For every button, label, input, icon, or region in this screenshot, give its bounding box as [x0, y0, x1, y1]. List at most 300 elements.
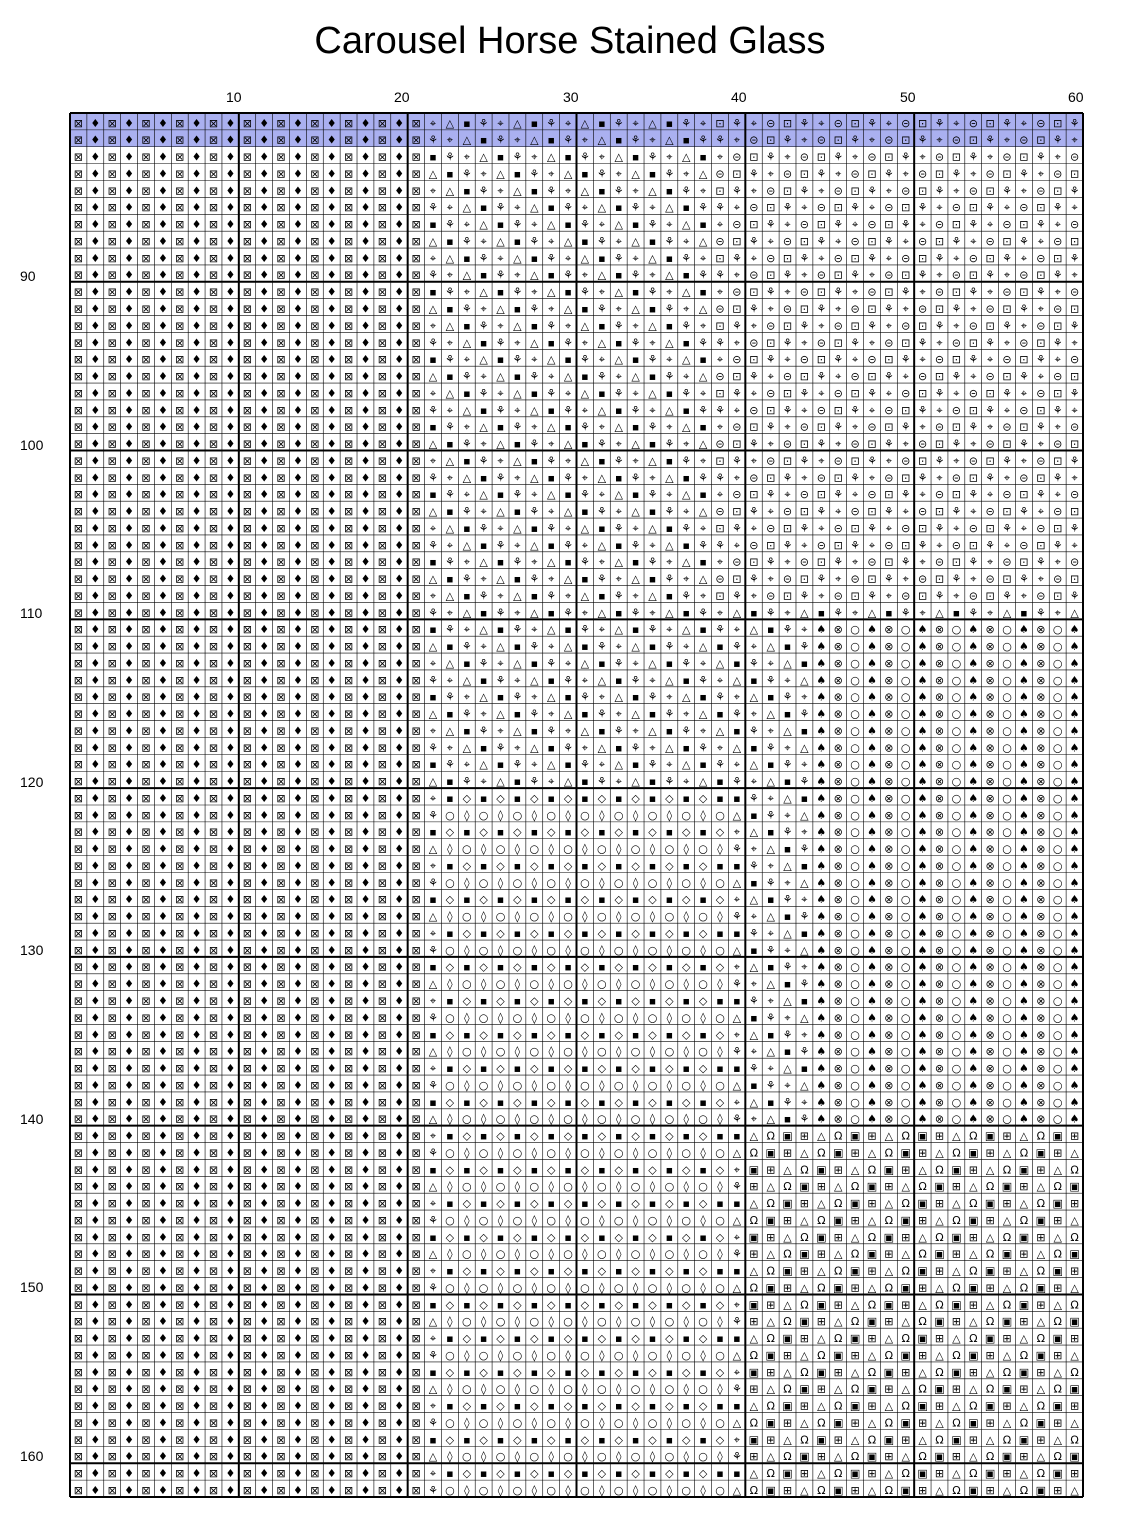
stitch-symbol: ▪	[514, 792, 521, 805]
stitch-symbol: △	[766, 1248, 775, 1261]
stitch-symbol: ○	[462, 1383, 472, 1396]
stitch-symbol: △	[463, 539, 472, 552]
stitch-symbol: ◊	[667, 809, 673, 822]
stitch-symbol: Ω	[935, 1433, 943, 1446]
stitch-symbol: ⊠	[74, 286, 83, 299]
stitch-symbol: ⊠	[74, 488, 83, 501]
stitch-symbol: ▪	[514, 370, 521, 383]
stitch-symbol: ⊡	[732, 438, 741, 451]
stitch-symbol: ⊠	[411, 927, 420, 940]
stitch-symbol: ♦	[225, 252, 235, 265]
stitch-symbol: ◊	[667, 876, 673, 889]
stitch-symbol: ♦	[192, 117, 202, 130]
stitch-symbol: ♠	[816, 843, 826, 856]
stitch-symbol: ▪	[598, 387, 605, 400]
stitch-symbol: ◊	[565, 1011, 571, 1024]
stitch-symbol: ⊠	[175, 1349, 184, 1362]
stitch-symbol: ▪	[598, 1433, 605, 1446]
stitch-symbol: △	[564, 303, 573, 316]
stitch-symbol: ♦	[293, 995, 303, 1008]
stitch-symbol: ▪	[666, 454, 673, 467]
stitch-symbol: ♦	[327, 1248, 337, 1261]
stitch-symbol: ⊠	[344, 961, 353, 974]
stitch-symbol: ⊠	[141, 792, 150, 805]
stitch-symbol: ▪	[615, 1265, 622, 1278]
stitch-symbol: ○	[445, 1214, 455, 1227]
stitch-symbol: ♦	[225, 319, 235, 332]
stitch-symbol: ♦	[293, 151, 303, 164]
stitch-symbol: ⌖	[666, 488, 672, 501]
stitch-symbol: ♦	[394, 724, 404, 737]
stitch-symbol: ⊠	[141, 168, 150, 181]
stitch-symbol: ⊞	[1053, 1416, 1062, 1429]
stitch-symbol: ♠	[918, 1096, 928, 1109]
stitch-symbol: ♦	[124, 269, 134, 282]
stitch-symbol: △	[429, 1315, 438, 1328]
stitch-symbol: ♦	[225, 1315, 235, 1328]
stitch-symbol: ⌖	[1038, 168, 1044, 181]
stitch-symbol: Ω	[952, 1214, 960, 1227]
stitch-symbol: ⊠	[243, 1045, 252, 1058]
stitch-symbol: ⌖	[987, 218, 993, 231]
stitch-symbol: ▪	[666, 184, 673, 197]
stitch-symbol: ⌖	[548, 438, 554, 451]
stitch-symbol: ♦	[327, 792, 337, 805]
stitch-symbol: ⌖	[751, 775, 757, 788]
stitch-symbol: ▣	[884, 1298, 894, 1311]
stitch-symbol: ⌖	[582, 674, 588, 687]
stitch-symbol: ⌖	[430, 1062, 436, 1075]
stitch-symbol: ⊠	[74, 623, 83, 636]
stitch-symbol: ⊠	[175, 117, 184, 130]
stitch-symbol: ⊠	[175, 168, 184, 181]
stitch-symbol: ⊠	[108, 809, 117, 822]
stitch-symbol: ▪	[531, 252, 538, 265]
stitch-symbol: ○	[901, 910, 911, 923]
stitch-symbol: ♦	[90, 1433, 100, 1446]
stitch-symbol: ⊠	[141, 927, 150, 940]
stitch-symbol: ⌖	[1004, 471, 1010, 484]
stitch-symbol: ▪	[750, 674, 757, 687]
stitch-symbol: ○	[1053, 741, 1063, 754]
stitch-symbol: ♦	[259, 944, 269, 957]
stitch-symbol: ⚘	[732, 1383, 742, 1396]
stitch-symbol: ◇	[699, 1062, 708, 1075]
stitch-symbol: ○	[1053, 640, 1063, 653]
stitch-symbol: ⊡	[867, 370, 876, 383]
stitch-symbol: △	[479, 758, 488, 771]
stitch-symbol: ◇	[564, 927, 573, 940]
stitch-symbol: △	[935, 1146, 944, 1159]
stitch-symbol: ◊	[532, 1281, 538, 1294]
stitch-symbol: ⊝	[1002, 421, 1011, 434]
stitch-symbol: ⊠	[141, 353, 150, 366]
stitch-symbol: ◊	[599, 809, 605, 822]
stitch-symbol: ⊠	[209, 1416, 218, 1429]
stitch-symbol: ⊠	[310, 252, 319, 265]
stitch-symbol: ⌖	[886, 387, 892, 400]
stitch-symbol: ○	[445, 1416, 455, 1429]
stitch-symbol: ⌖	[632, 184, 638, 197]
stitch-symbol: ▪	[632, 1231, 639, 1244]
stitch-symbol: ◊	[683, 978, 689, 991]
stitch-symbol: ⊝	[935, 151, 944, 164]
stitch-symbol: ⌖	[784, 421, 790, 434]
stitch-symbol: ♦	[361, 1096, 371, 1109]
stitch-symbol: ⊠	[411, 1028, 420, 1041]
stitch-symbol: ◇	[530, 995, 539, 1008]
stitch-symbol: △	[547, 353, 556, 366]
stitch-symbol: ⊠	[310, 1315, 319, 1328]
stitch-symbol: ⊗	[884, 1113, 893, 1126]
stitch-symbol: ⊠	[209, 1383, 218, 1396]
stitch-symbol: ⊠	[175, 184, 184, 197]
stitch-symbol: ⊠	[243, 758, 252, 771]
stitch-symbol: ⌖	[616, 505, 622, 518]
stitch-symbol: ♠	[867, 1011, 877, 1024]
stitch-symbol: ◇	[479, 826, 488, 839]
stitch-symbol: ◊	[700, 944, 706, 957]
stitch-symbol: △	[918, 1163, 927, 1176]
stitch-symbol: △	[429, 1180, 438, 1193]
stitch-symbol: ♠	[1070, 1096, 1080, 1109]
stitch-symbol: ⊠	[344, 151, 353, 164]
stitch-symbol: ⊝	[1070, 218, 1079, 231]
stitch-symbol: △	[429, 843, 438, 856]
stitch-symbol: ⊗	[884, 1028, 893, 1041]
stitch-symbol: ⊠	[209, 623, 218, 636]
stitch-symbol: ⊗	[884, 995, 893, 1008]
stitch-symbol: ⊗	[834, 1011, 843, 1024]
stitch-symbol: ⚘	[766, 741, 776, 754]
stitch-symbol: ♠	[1070, 860, 1080, 873]
stitch-symbol: ♦	[124, 606, 134, 619]
stitch-symbol: ⊡	[766, 539, 775, 552]
stitch-symbol: ○	[513, 809, 523, 822]
stitch-symbol: ⊞	[918, 1146, 927, 1159]
stitch-symbol: ▪	[531, 961, 538, 974]
stitch-symbol: ⊝	[834, 522, 843, 535]
stitch-symbol: ⌖	[632, 589, 638, 602]
stitch-symbol: △	[733, 1416, 742, 1429]
stitch-symbol: ♦	[192, 1197, 202, 1210]
stitch-symbol: ♦	[327, 353, 337, 366]
stitch-symbol: Ω	[834, 1400, 842, 1413]
stitch-symbol: ◊	[633, 1484, 639, 1497]
stitch-symbol: ⚘	[968, 286, 978, 299]
stitch-symbol: Ω	[868, 1366, 876, 1379]
stitch-symbol: ♦	[124, 809, 134, 822]
stitch-symbol: ○	[901, 995, 911, 1008]
stitch-symbol: ♦	[361, 1433, 371, 1446]
stitch-symbol: ⚘	[698, 471, 708, 484]
stitch-symbol: ⊡	[850, 117, 859, 130]
stitch-symbol: △	[648, 184, 657, 197]
stitch-symbol: ⚘	[766, 488, 776, 501]
stitch-symbol: ⊗	[884, 978, 893, 991]
stitch-symbol: ⊠	[243, 893, 252, 906]
stitch-symbol: ♦	[394, 1416, 404, 1429]
stitch-symbol: ⚘	[496, 404, 506, 417]
stitch-symbol: △	[800, 1349, 809, 1362]
stitch-symbol: ♦	[293, 286, 303, 299]
stitch-symbol: Ω	[834, 1332, 842, 1345]
stitch-symbol: ♦	[394, 589, 404, 602]
stitch-symbol: ⌖	[987, 488, 993, 501]
stitch-symbol: ⊡	[834, 471, 843, 484]
stitch-symbol: ⊠	[108, 1281, 117, 1294]
stitch-symbol: ⊠	[108, 724, 117, 737]
stitch-symbol: △	[513, 657, 522, 670]
stitch-symbol: ▪	[666, 589, 673, 602]
stitch-symbol: ⊝	[800, 218, 809, 231]
stitch-symbol: ⊠	[310, 168, 319, 181]
stitch-symbol: Ω	[851, 1315, 859, 1328]
stitch-symbol: ⊠	[108, 269, 117, 282]
stitch-symbol: ⊝	[884, 201, 893, 214]
stitch-symbol: ⊠	[276, 353, 285, 366]
stitch-symbol: ⌖	[936, 201, 942, 214]
stitch-symbol: ○	[614, 1011, 624, 1024]
stitch-symbol: ⚘	[681, 184, 691, 197]
stitch-symbol: ⊝	[732, 421, 741, 434]
stitch-symbol: ⚘	[462, 168, 472, 181]
stitch-symbol: ⊠	[344, 775, 353, 788]
stitch-symbol: ◇	[479, 1231, 488, 1244]
stitch-symbol: △	[648, 657, 657, 670]
stitch-symbol: ⊠	[74, 134, 83, 147]
stitch-symbol: ⌖	[497, 454, 503, 467]
stitch-symbol: ▪	[733, 995, 740, 1008]
stitch-symbol: △	[429, 910, 438, 923]
stitch-symbol: ♦	[361, 1045, 371, 1058]
stitch-symbol: ⊠	[243, 995, 252, 1008]
stitch-symbol: ○	[952, 944, 962, 957]
stitch-symbol: ⚘	[799, 252, 809, 265]
stitch-symbol: △	[851, 1298, 860, 1311]
stitch-symbol: ♦	[361, 1130, 371, 1143]
stitch-symbol: ⊡	[1070, 303, 1079, 316]
stitch-symbol: ♦	[124, 961, 134, 974]
stitch-symbol: ⚘	[664, 438, 674, 451]
stitch-symbol: Ω	[1037, 1265, 1045, 1278]
stitch-symbol: ⌖	[430, 792, 436, 805]
stitch-symbol: ♠	[1070, 927, 1080, 940]
stitch-symbol: ◊	[667, 1281, 673, 1294]
stitch-symbol: ⌖	[548, 168, 554, 181]
stitch-symbol: ○	[952, 927, 962, 940]
stitch-symbol: ○	[1053, 623, 1063, 636]
stitch-symbol: ⊝	[850, 168, 859, 181]
stitch-symbol: ⚘	[732, 1113, 742, 1126]
stitch-symbol: ◇	[496, 860, 505, 873]
stitch-symbol: ⌖	[886, 184, 892, 197]
stitch-symbol: ▪	[615, 995, 622, 1008]
stitch-symbol: ◇	[581, 1366, 590, 1379]
stitch-symbol: ⊠	[209, 893, 218, 906]
stitch-symbol: ⊝	[1053, 235, 1062, 248]
stitch-symbol: ♦	[124, 488, 134, 501]
stitch-symbol: ♦	[259, 1349, 269, 1362]
stitch-symbol: ▪	[497, 151, 504, 164]
stitch-symbol: ⊠	[243, 1163, 252, 1176]
stitch-symbol: ⊠	[378, 1197, 387, 1210]
stitch-symbol: ▪	[547, 134, 554, 147]
stitch-symbol: ⚘	[698, 404, 708, 417]
stitch-symbol: △	[952, 1467, 961, 1480]
stitch-symbol: ♦	[225, 438, 235, 451]
stitch-symbol: ⚘	[951, 438, 961, 451]
stitch-symbol: ⚘	[799, 775, 809, 788]
stitch-symbol: Ω	[969, 1197, 977, 1210]
stitch-symbol: ⌖	[565, 252, 571, 265]
stitch-symbol: ♦	[327, 1197, 337, 1210]
stitch-symbol: ♦	[158, 184, 168, 197]
stitch-symbol: ♦	[90, 1062, 100, 1075]
stitch-symbol: ♦	[90, 691, 100, 704]
stitch-symbol: ⊠	[276, 589, 285, 602]
stitch-symbol: ⌖	[936, 336, 942, 349]
stitch-symbol: ⊠	[310, 117, 319, 130]
stitch-symbol: ♦	[293, 724, 303, 737]
stitch-symbol: ⊠	[378, 1298, 387, 1311]
stitch-symbol: ⚘	[563, 336, 573, 349]
stitch-symbol: ⊡	[1019, 556, 1028, 569]
stitch-symbol: ○	[479, 1079, 489, 1092]
stitch-symbol: ▪	[514, 775, 521, 788]
stitch-symbol: ♦	[158, 1062, 168, 1075]
stitch-symbol: ⊠	[209, 1315, 218, 1328]
stitch-symbol: ♦	[192, 387, 202, 400]
stitch-symbol: ⊞	[935, 1197, 944, 1210]
stitch-symbol: ⊠	[411, 1383, 420, 1396]
stitch-symbol: ⊠	[209, 657, 218, 670]
stitch-symbol: ⊗	[985, 657, 994, 670]
stitch-symbol: ▣	[816, 1366, 826, 1379]
stitch-symbol: ◊	[464, 876, 470, 889]
stitch-symbol: ♦	[327, 387, 337, 400]
stitch-symbol: ▪	[733, 657, 740, 670]
stitch-symbol: ⚘	[749, 995, 759, 1008]
stitch-symbol: ○	[850, 826, 860, 839]
stitch-symbol: ○	[1053, 978, 1063, 991]
stitch-symbol: ⊞	[985, 1146, 994, 1159]
stitch-symbol: ◊	[565, 1146, 571, 1159]
stitch-symbol: ⊡	[834, 539, 843, 552]
stitch-symbol: ⚘	[462, 303, 472, 316]
stitch-symbol: ♦	[124, 336, 134, 349]
stitch-symbol: ⊠	[74, 1113, 83, 1126]
stitch-symbol: ⌖	[751, 589, 757, 602]
stitch-symbol: ○	[462, 910, 472, 923]
stitch-symbol: ♦	[259, 927, 269, 940]
stitch-symbol: ○	[681, 1146, 691, 1159]
stitch-symbol: ♦	[225, 421, 235, 434]
stitch-symbol: Ω	[986, 1383, 994, 1396]
stitch-symbol: ▪	[564, 353, 571, 366]
stitch-symbol: ○	[665, 978, 675, 991]
stitch-symbol: △	[800, 1214, 809, 1227]
stitch-symbol: ⊝	[969, 319, 978, 332]
stitch-symbol: ⊠	[108, 1163, 117, 1176]
stitch-symbol: ▪	[446, 1400, 453, 1413]
stitch-symbol: ▪	[632, 286, 639, 299]
stitch-symbol: ♦	[394, 876, 404, 889]
stitch-symbol: ◇	[598, 1062, 607, 1075]
stitch-symbol: ⊠	[310, 573, 319, 586]
stitch-symbol: ♦	[124, 1349, 134, 1362]
stitch-symbol: △	[935, 606, 944, 619]
stitch-symbol: ⊠	[243, 117, 252, 130]
stitch-symbol: ▪	[531, 657, 538, 670]
stitch-symbol: ⌖	[700, 724, 706, 737]
stitch-symbol: ⊡	[867, 303, 876, 316]
stitch-symbol: ○	[648, 1281, 658, 1294]
stitch-symbol: ▪	[632, 556, 639, 569]
stitch-symbol: ○	[1002, 792, 1012, 805]
stitch-symbol: ⌖	[1021, 319, 1027, 332]
stitch-symbol: ⊠	[344, 353, 353, 366]
stitch-symbol: ⊞	[749, 1315, 758, 1328]
stitch-symbol: ⚘	[1002, 319, 1012, 332]
stitch-symbol: ⚘	[884, 505, 894, 518]
stitch-symbol: ○	[614, 1146, 624, 1159]
stitch-symbol: ○	[715, 1079, 725, 1092]
stitch-symbol: ⊠	[378, 235, 387, 248]
stitch-symbol: ⌖	[835, 303, 841, 316]
stitch-symbol: ○	[1002, 657, 1012, 670]
stitch-symbol: ♦	[225, 1146, 235, 1159]
stitch-symbol: ▪	[716, 995, 723, 1008]
stitch-symbol: ⌖	[480, 168, 486, 181]
stitch-symbol: ⌖	[430, 724, 436, 737]
stitch-symbol: ⌖	[784, 1011, 790, 1024]
stitch-symbol: ♦	[225, 471, 235, 484]
stitch-symbol: ◇	[547, 1298, 556, 1311]
stitch-symbol: ○	[597, 910, 607, 923]
stitch-symbol: ♦	[327, 184, 337, 197]
stitch-symbol: ♠	[968, 961, 978, 974]
stitch-symbol: ◇	[699, 1265, 708, 1278]
stitch-symbol: ▪	[581, 370, 588, 383]
stitch-symbol: ⚘	[850, 471, 860, 484]
stitch-symbol: ◇	[479, 1096, 488, 1109]
stitch-symbol: ♠	[1070, 876, 1080, 889]
stitch-symbol: ⚘	[479, 522, 489, 535]
stitch-symbol: ♦	[259, 1416, 269, 1429]
stitch-symbol: ⌖	[818, 117, 824, 130]
stitch-symbol: ⊠	[276, 1197, 285, 1210]
stitch-symbol: ⊠	[276, 235, 285, 248]
stitch-symbol: ⌖	[734, 1366, 740, 1379]
stitch-symbol: △	[429, 235, 438, 248]
stitch-symbol: ⊠	[378, 438, 387, 451]
stitch-symbol: ⊗	[985, 724, 994, 737]
stitch-symbol: ⚘	[850, 539, 860, 552]
stitch-symbol: ◇	[530, 1265, 539, 1278]
stitch-symbol: ⌖	[649, 336, 655, 349]
stitch-symbol: ○	[597, 1450, 607, 1463]
stitch-symbol: ⊠	[74, 978, 83, 991]
stitch-symbol: ♦	[192, 1130, 202, 1143]
stitch-symbol: ▪	[514, 438, 521, 451]
stitch-symbol: ▣	[1069, 1450, 1079, 1463]
stitch-symbol: ▪	[547, 1265, 554, 1278]
stitch-symbol: ⊠	[243, 201, 252, 214]
stitch-symbol: △	[699, 640, 708, 653]
stitch-symbol: ⊠	[141, 640, 150, 653]
stitch-symbol: ♦	[158, 809, 168, 822]
